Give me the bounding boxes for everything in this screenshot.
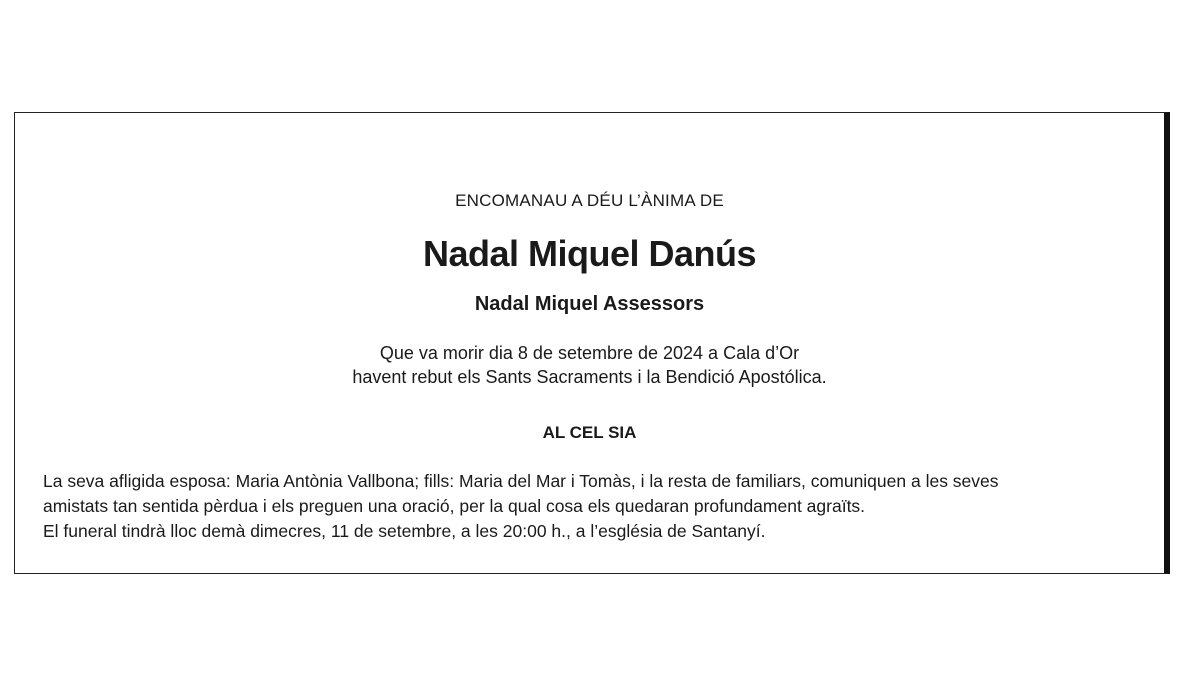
family-message [43,469,1150,544]
company-name: Nadal Miquel Assessors [474,293,705,315]
message-line: La seva afligida esposa: Maria Antònia Vallbona; fills: Maria del Mar i Tomàs, i la resta de familiars, comuniquen a les seves [43,471,999,491]
message-line: amistats tan sentida pèrdua i els preguen una oració, per la qual cosa els quedaran profundament agraïts. [43,496,866,516]
closing-phrase: AL CEL SIA [542,423,637,442]
death-line: havent rebut els Sants Sacraments i la Bendició Apostólica. [352,367,827,387]
message-line: El funeral tindrà lloc demà dimecres, 11 de setembre, a les 20:00 h., a l’església de Santanyí. [43,521,766,541]
deceased-name: Nadal Miquel Danús [422,233,757,274]
intro-heading: ENCOMANAU A DÉU L’ÀNIMA DE [455,191,724,210]
death-details [15,341,1164,389]
obituary-notice [14,112,1170,574]
death-line: Que va morir dia 8 de setembre de 2024 a Cala d’Or [379,343,800,363]
